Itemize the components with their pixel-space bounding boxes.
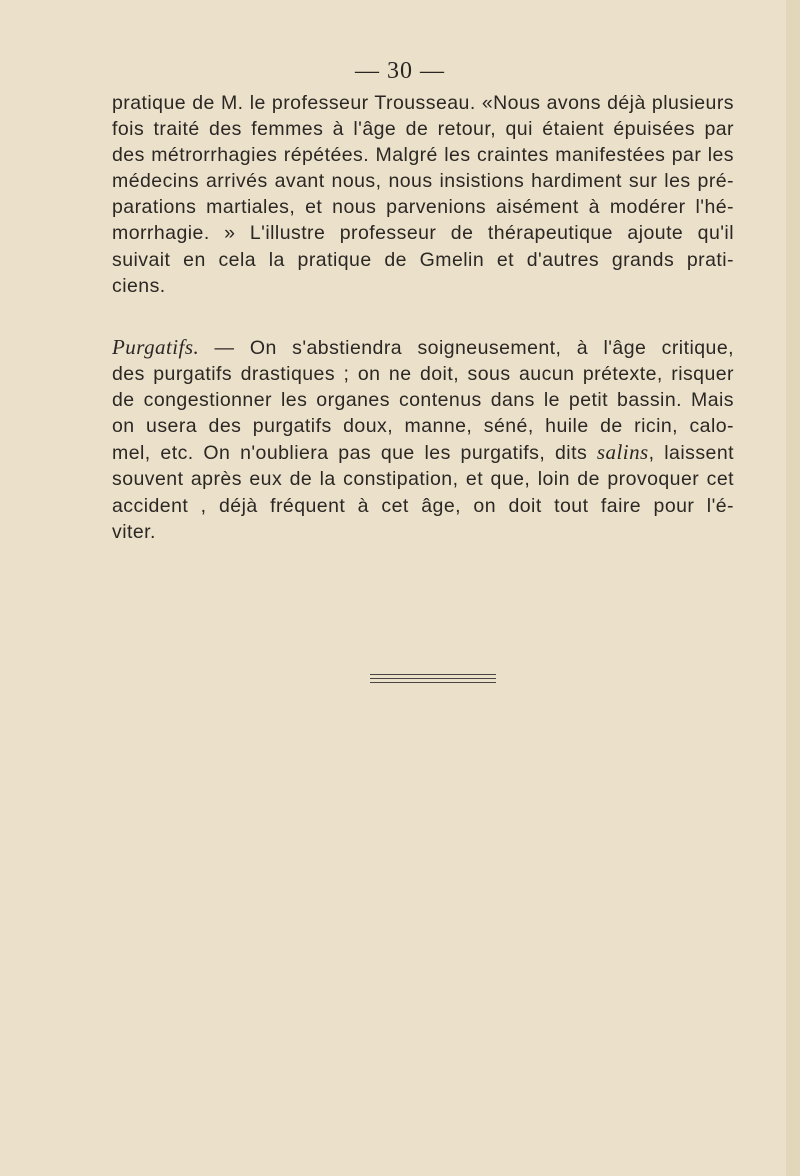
text-line: souvent après eux de la constipation, et que, loin de provoquer cet bbox=[112, 468, 734, 491]
text-line: parations martiales, et nous parvenions aisément à modérer l'hé- bbox=[112, 196, 734, 219]
section-divider-rule bbox=[370, 678, 496, 679]
text-line bbox=[112, 439, 734, 466]
italic-term-salins: salins bbox=[596, 440, 649, 465]
section-divider-rule bbox=[370, 674, 496, 675]
paragraph-trousseau bbox=[112, 90, 734, 299]
paragraph-purgatifs bbox=[112, 334, 734, 545]
section-divider-rule bbox=[370, 682, 496, 683]
text-line: de congestionner les organes contenus dans le petit bassin. Mais bbox=[112, 389, 734, 412]
text-line: des métrorrhagies répétées. Malgré les craintes manifestées par les bbox=[112, 144, 734, 167]
text-line: pratique de M. le professeur Trousseau. «Nous avons déjà plusieurs bbox=[112, 92, 734, 114]
text-line: médecins arrivés avant nous, nous insistions hardiment sur les pré- bbox=[112, 170, 734, 193]
text-line: viter. bbox=[112, 520, 156, 543]
text-line: ciens. bbox=[112, 274, 166, 297]
text-line: des purgatifs drastiques ; on ne doit, sous aucun prétexte, risquer bbox=[112, 363, 734, 386]
text-fragment: , laissent bbox=[648, 442, 734, 465]
text-line: suivait en cela la pratique de Gmelin et d'autres grands prati- bbox=[112, 248, 734, 271]
section-heading-purgatifs: Purgatifs. bbox=[112, 335, 200, 359]
text-fragment: mel, etc. On n'oubliera pas que les purgatifs, dits bbox=[112, 442, 597, 465]
text-line: accident , déjà fréquent à cet âge, on doit tout faire pour l'é- bbox=[112, 494, 734, 517]
text-line: morrhagie. » L'illustre professeur de thérapeutique ajoute qu'il bbox=[112, 222, 734, 245]
text-line: fois traité des femmes à l'âge de retour, qui étaient épuisées par bbox=[112, 118, 734, 141]
text-line bbox=[112, 334, 734, 361]
page-edge-shadow bbox=[786, 0, 800, 1176]
text-fragment: — On s'abstiendra soigneusement, à l'âge critique, bbox=[199, 337, 734, 359]
page-number: — 30 — bbox=[355, 58, 445, 84]
text-line: on usera des purgatifs doux, manne, séné, huile de ricin, calo- bbox=[112, 415, 734, 438]
